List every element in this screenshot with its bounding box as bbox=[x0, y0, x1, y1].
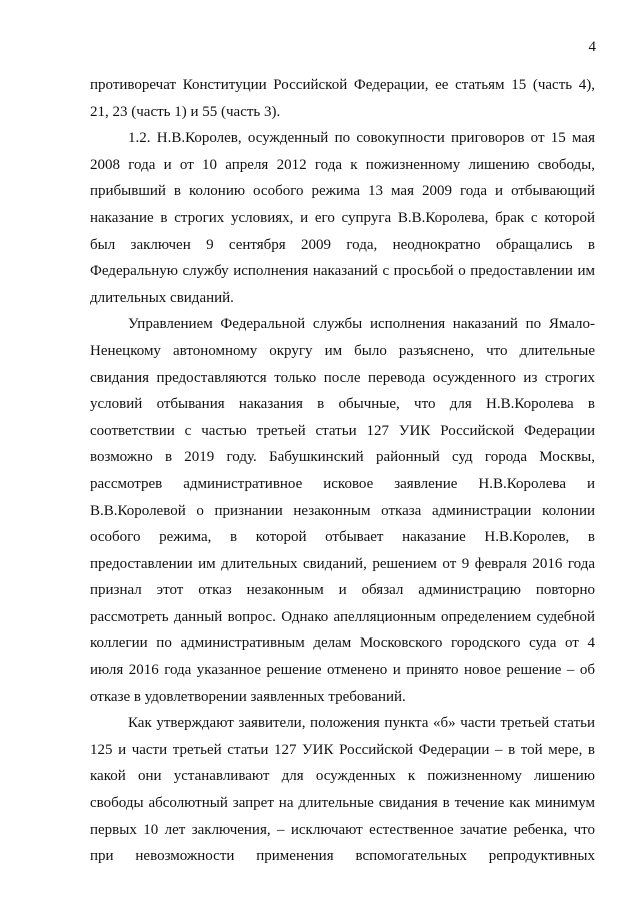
text-line: предоставлении им длительных свиданий, решением от 9 февраля 2016 года bbox=[90, 555, 595, 572]
text-line: 1.2. Н.В.Королев, осужденный по совокупности приговоров от 15 мая bbox=[128, 130, 595, 147]
document-body bbox=[90, 72, 595, 870]
text-line: особого режима, в которой отбывает наказание Н.В.Королев, в bbox=[90, 529, 595, 546]
text-line: Федеральную службу исполнения наказаний с просьбой о предоставлении им bbox=[90, 263, 595, 280]
paragraph bbox=[90, 311, 595, 710]
paragraph bbox=[90, 72, 595, 125]
text-line: был заключен 9 сентября 2009 года, неоднократно обращались в bbox=[90, 236, 595, 253]
text-line: июля 2016 года указанное решение отменено и принято новое решение – об bbox=[90, 662, 595, 679]
text-line: соответствии с частью третьей статьи 127 УИК Российской Федерации bbox=[90, 422, 595, 439]
text-line: какой они устанавливают для осужденных к пожизненному лишению bbox=[90, 768, 595, 785]
text-line: первых 10 лет заключения, – исключают естественное зачатие ребенка, что bbox=[90, 821, 595, 838]
text-line: Ненецкому автономному округу им было разъяснено, что длительные bbox=[90, 342, 595, 359]
text-line: Как утверждают заявители, положения пункта «б» части третьей статьи bbox=[128, 715, 595, 732]
text-line: коллегии по административным делам Московского городского суда от 4 bbox=[90, 635, 595, 652]
text-line: возможно в 2019 году. Бабушкинский районный суд города Москвы, bbox=[90, 449, 595, 466]
text-line: 21, 23 (часть 1) и 55 (часть 3). bbox=[90, 103, 281, 120]
text-line: признал этот отказ незаконным и обязал администрацию повторно bbox=[90, 582, 595, 599]
text-line: длительных свиданий. bbox=[90, 289, 234, 306]
text-line: противоречат Конституции Российской Федерации, ее статьям 15 (часть 4), bbox=[90, 77, 595, 93]
page-number: 4 bbox=[588, 39, 596, 55]
text-line: свидания предоставляются только после перевода осужденного из строгих bbox=[90, 369, 595, 386]
text-line: рассмотреть данный вопрос. Однако апелляционным определением судебной bbox=[90, 608, 595, 625]
text-line: Управлением Федеральной службы исполнения наказаний по Ямало- bbox=[128, 316, 595, 333]
text-line: отказе в удовлетворении заявленных требований. bbox=[90, 688, 406, 705]
text-line: условий отбывания наказания в обычные, что для Н.В.Королева в bbox=[90, 396, 595, 413]
text-line: 2008 года и от 10 апреля 2012 года к пожизненному лишению свободы, bbox=[90, 156, 595, 173]
text-line: рассмотрев административное исковое заявление Н.В.Королева и bbox=[90, 475, 595, 492]
paragraph bbox=[90, 125, 595, 311]
paragraph bbox=[90, 710, 595, 870]
text-line: при невозможности применения вспомогательных репродуктивных bbox=[90, 848, 595, 865]
text-line: В.В.Королевой о признании незаконным отказа администрации колонии bbox=[90, 502, 595, 519]
text-line: прибывший в колонию особого режима 13 мая 2009 года и отбывающий bbox=[90, 183, 595, 200]
text-line: свободы абсолютный запрет на длительные свидания в течение как минимум bbox=[90, 795, 595, 812]
text-line: 125 и части третьей статьи 127 УИК Российской Федерации – в той мере, в bbox=[90, 741, 595, 758]
text-line: наказание в строгих условиях, и его супруга В.В.Королева, брак с которой bbox=[90, 209, 595, 226]
